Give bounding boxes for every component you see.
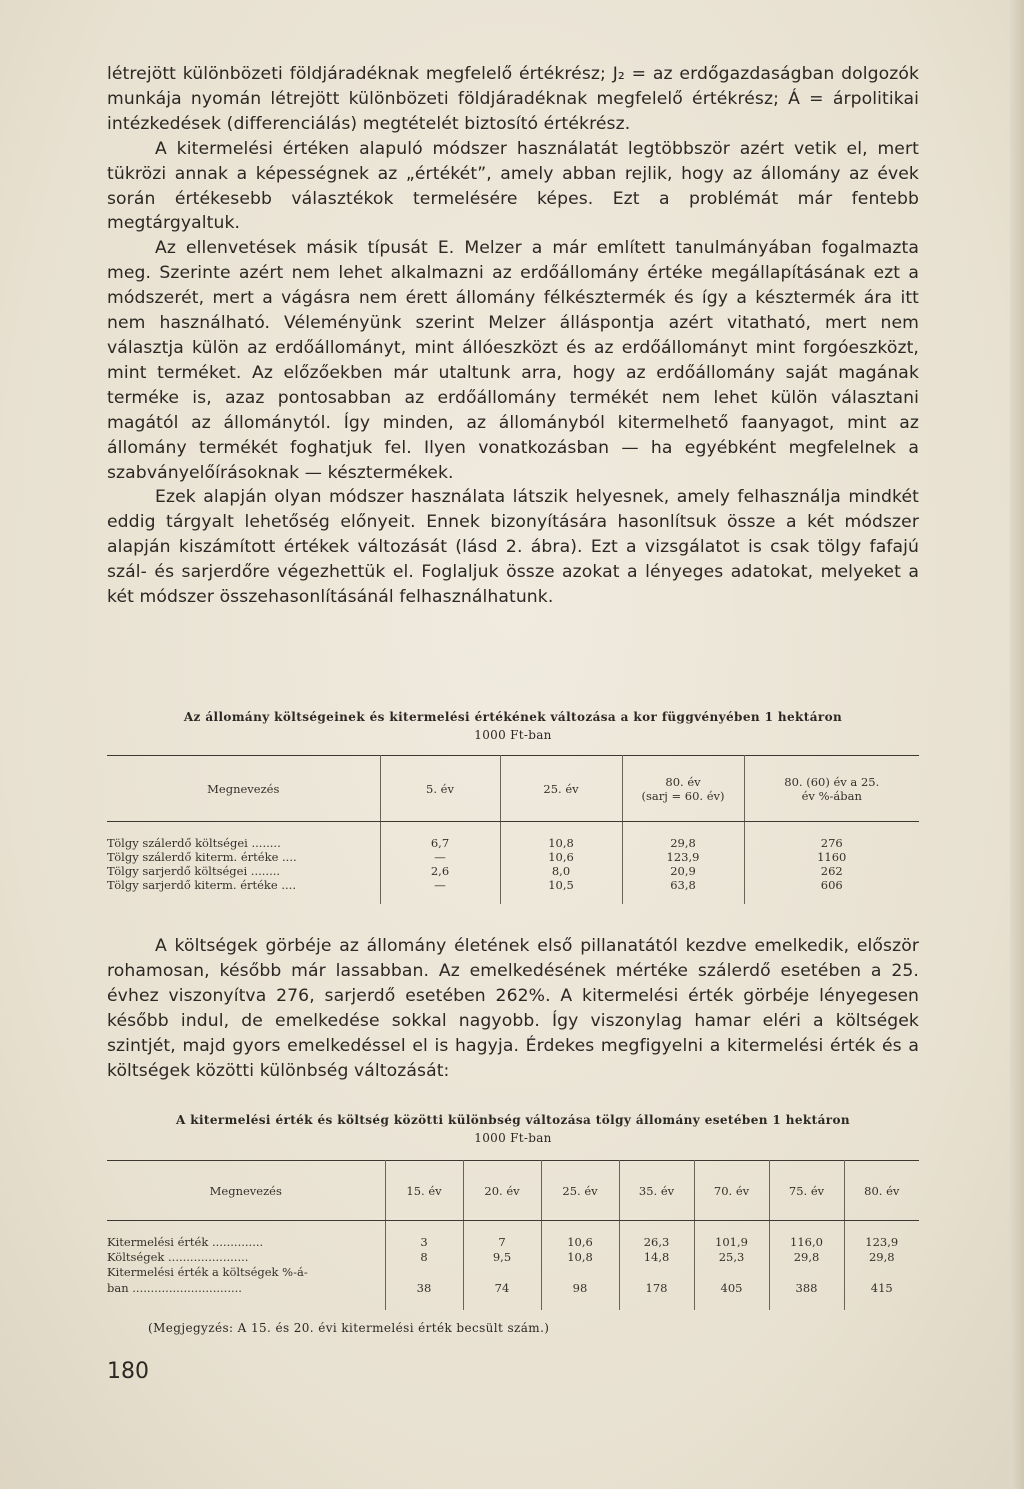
table1-header-5: 5. év [380,756,500,822]
table1-unit: 1000 Ft-ban [474,728,552,742]
table1-header-80-a: 80. év [665,774,701,789]
table-row: Tölgy szálerdő kiterm. értéke .... — 10,6 123,9 1160 [107,850,919,864]
page-number: 180 [107,1359,149,1384]
paragraph-4: Ezek alapján olyan módszer használata látszik helyesnek, amely felhasználja mindkét eddig tárgyalt lehetőség előnyeit. Ennek bizonyítására hasonlítsuk össze a két módszer alapján kiszámított értékek változását (lásd 2. ábra). Ezt a vizsgálatot is csak tölgy fafajú szál- és sarjerdőre végezhettük el. Foglaljuk össze azokat a lényeges adatokat, melyeket a két módszer összehasonlításánál felhasználhatunk. [107,487,919,608]
table1-title: Az állomány költségeinek és kitermelési értékének változása a kor függvényében 1 hektáron [183,710,843,724]
table1-header-pct-b: év %-ában [801,788,862,803]
table-row: Kitermelési érték a költségek %-á- [107,1265,919,1280]
table1-header-25: 25. év [500,756,622,822]
paragraph-5: A költségek görbéje az állomány életének első pillanatától kezdve emelkedik, először rohamosan, később már lassabban. Az emelkedésének mértéke szálerdő esetében a 25. évhez viszonyítva 276, sarjerdő esetében 262%. A kitermelési érték görbéje lényegesen később indul, de emelkedése sokkal nagyobb. Így viszonylag hamar eléri a költségek szintjét, majd gyors emelkedéssel el is hagyja. Érdekes megfigyelni a kitermelési érték és a költségek közötti különbség változását: [107,936,919,1081]
table1-header-80-b: (sarj = 60. év) [641,788,725,803]
page-edge [1010,0,1024,1489]
table-row: Tölgy sarjerdő költségei ........ 2,6 8,0 20,9 262 [107,864,919,878]
table2-unit: 1000 Ft-ban [474,1131,552,1145]
table1-header-80 [622,756,744,822]
table2 [107,1160,919,1310]
table-row: Tölgy sarjerdő kiterm. értéke .... — 10,5 63,8 606 [107,878,919,892]
table-row: Tölgy szálerdő költségei ........ 6,7 10,8 29,8 276 [107,836,919,850]
table2-header-70: 70. év [694,1161,769,1221]
body-text-top [107,62,919,610]
table2-caption [107,1113,919,1145]
table2-header-80: 80. év [844,1161,919,1221]
table2-header-25: 25. év [541,1161,619,1221]
table1-caption [107,710,919,742]
table-row: Költségek ...................... 8 9,5 10,8 14,8 25,3 29,8 29,8 [107,1250,919,1265]
table2-header-35: 35. év [619,1161,694,1221]
table2-header-name: Megnevezés [107,1161,385,1221]
paragraph-3: Az ellenvetések másik típusát E. Melzer a már említett tanulmányában fogalmazta meg. Szerinte azért nem lehet alkalmazni az erdőállomány értéke megállapításának ezt a módszerét, mert a vágásra nem érett állomány félkésztermék és így a késztermék ára itt nem használható. Véleményünk szerint Melzer álláspontja azért vitatható, mert nem választja külön az erdőállományt, mint állóeszközt és az erdőállományt mint forgóeszközt, mint terméket. Az előzőekben már utaltunk arra, hogy az erdőállomány saját magának terméke is, azaz pontosabban az erdőállomány termékét nem lehet külön választani magától az állománytól. Így minden, az állományból kitermelhető faanyagot, mint az állomány termékét foghatjuk fel. Ilyen vonatkozásban — ha egyébként megfelelnek a szabványelőírásoknak — késztermékek. [107,238,919,483]
paragraph-1: létrejött különbözeti földjáradéknak megfelelő értékrész; J₂ = az erdőgazdaságban dolgozók munkája nyomán létrejött különbözeti földjáradéknak megfelelő értékrész; Á = árpolitikai intézkedések (differenciálás) megtételét biztosító értékrész. [107,64,919,134]
table1-header-pct-a: 80. (60) év a 25. [784,774,880,789]
body-text-bottom [107,934,919,1083]
table2-header-75: 75. év [769,1161,844,1221]
table1 [107,755,919,904]
table2-title: A kitermelési érték és költség közötti különbség változása tölgy állomány esetében 1 hektáron [175,1113,851,1127]
table-row: ban .............................. 38 74 98 178 405 388 415 [107,1280,919,1296]
table1-header-pct [744,756,919,822]
paragraph-2: A kitermelési értéken alapuló módszer használatát legtöbbször azért vetik el, mert tükrözi annak a képességnek az „értékét”, amely abban rejlik, hogy az állomány az évek során értékesebb választékok termelésére képes. Ezt a problémát már fentebb megtárgyaltuk. [107,138,919,234]
table2-header-20: 20. év [463,1161,541,1221]
table2-header-15: 15. év [385,1161,463,1221]
table2-note: (Megjegyzés: A 15. és 20. évi kitermelési érték becsült szám.) [148,1321,550,1335]
table1-header-name: Megnevezés [107,756,380,822]
table-row: Kitermelési érték .............. 3 7 10,6 26,3 101,9 116,0 123,9 [107,1235,919,1250]
